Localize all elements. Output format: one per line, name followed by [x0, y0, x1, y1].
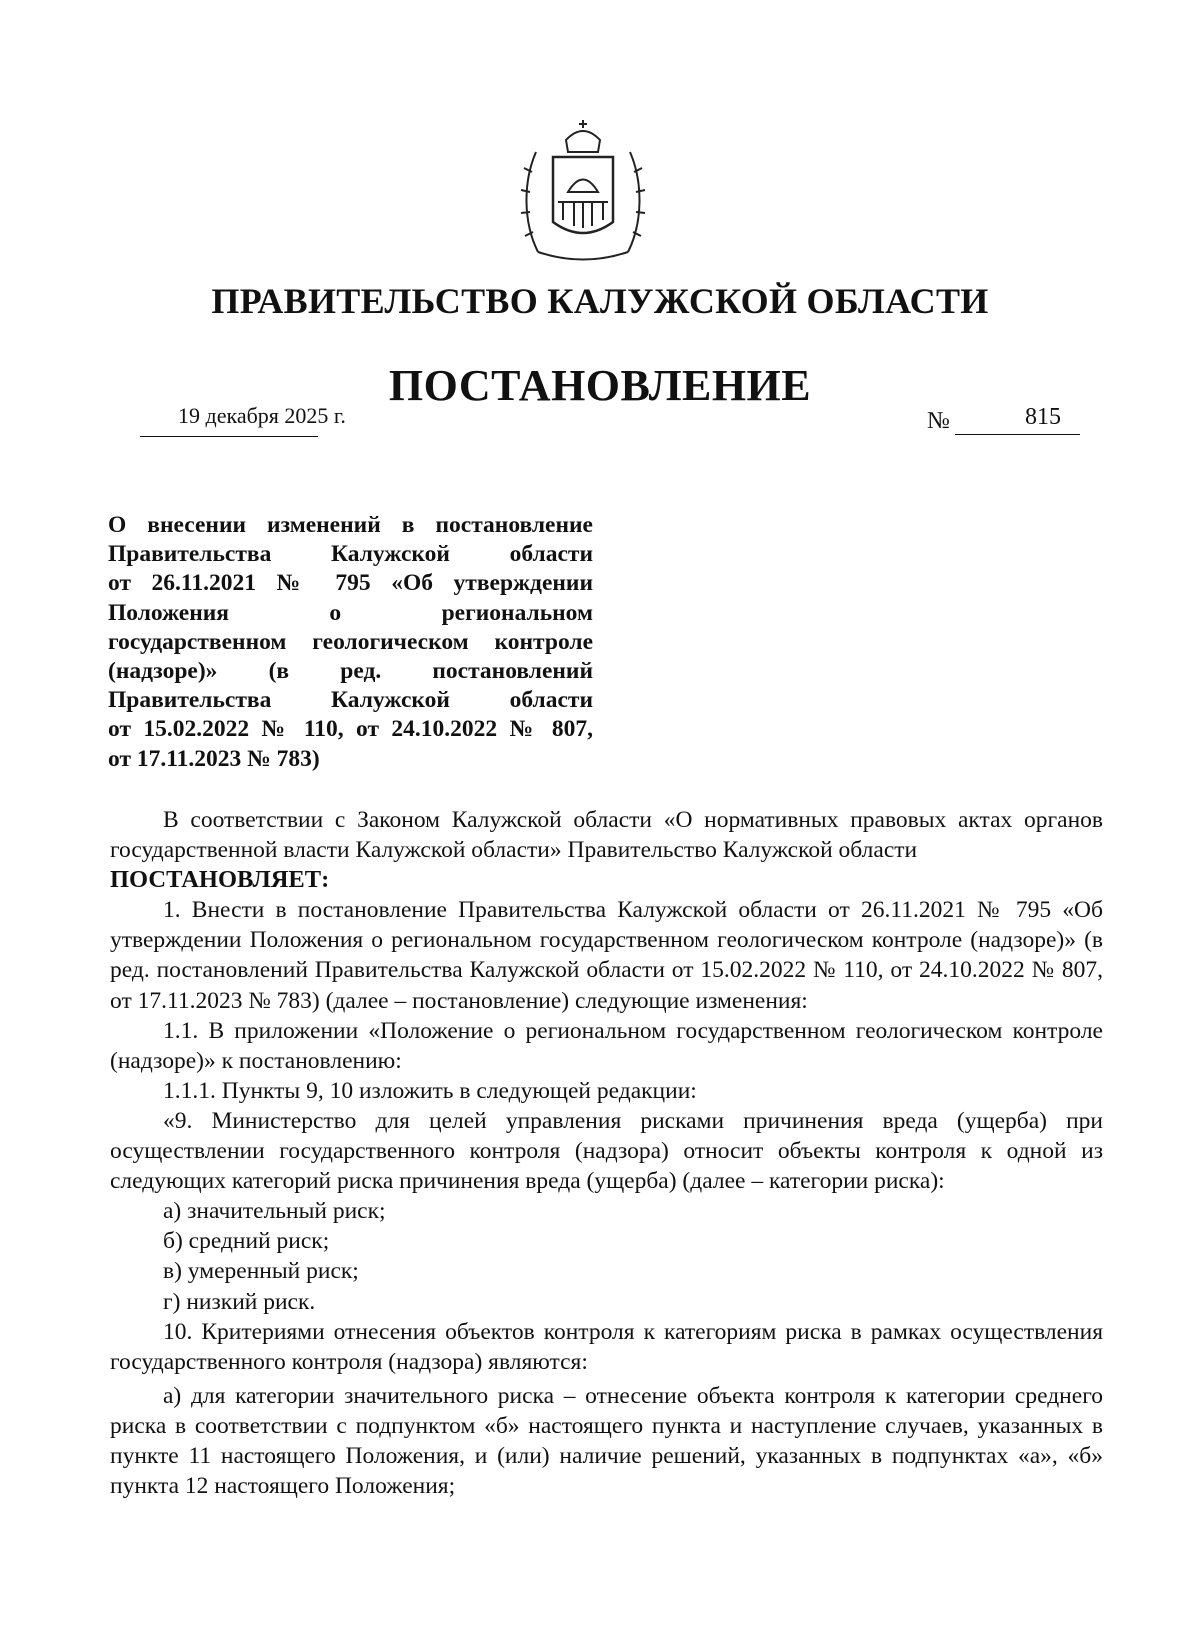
number-underline	[955, 434, 1080, 435]
risk-item: а) значительный риск;	[163, 1198, 386, 1225]
risk-item: б) средний риск;	[163, 1228, 330, 1255]
paragraph-1-1: 1.1. В приложении «Положение о региональном государственном геологическом контроле (надзоре)» к постановлению:	[110, 1017, 1103, 1074]
number-label: №	[927, 408, 950, 434]
subject-line: от 26.11.2021 № 795 «Об утверждении	[108, 570, 593, 597]
subject-line: от 15.02.2022 № 110, от 24.10.2022 № 807,	[108, 716, 593, 743]
paragraph-10: 10. Критериями отнесения объектов контроля к категориям риска в рамках осуществления государственного контроля (надзора) являются:	[110, 1318, 1103, 1375]
paragraph-9: «9. Министерство для целей управления рисками причинения вреда (ущерба) при осуществлении государственного контроля (надзора) относит объекты контроля к одной из следующих категорий риска причинения вреда (ущерба) (далее – категории риска):	[110, 1107, 1103, 1195]
document-body	[110, 805, 1103, 1501]
preamble-paragraph: В соответствии с Законом Калужской области «О нормативных правовых актах органов государственной власти Калужской области» Правительство Калужской области	[110, 807, 1103, 864]
date-underline	[140, 436, 318, 437]
subject-line: Положения о региональном	[108, 599, 593, 626]
subject-line: О внесении изменений в постановление	[108, 512, 593, 538]
paragraph-1: 1. Внести в постановление Правительства Калужской области от 26.11.2021 № 795 «Об утверждении Положения о региональном государственном геологическом контроле (надзоре)» (в ред. постановлений Правительства Калужской области от 15.02.2022 № 110, от 24.10.2022 № 807, от 17.11.2023 № 783) (далее – постановление) следующие изменения:	[110, 897, 1103, 1014]
subject-line: Правительства Калужской области	[108, 541, 593, 568]
risk-item: г) низкий риск.	[163, 1288, 316, 1315]
subject-line: от 17.11.2023 № 783)	[108, 745, 320, 772]
resolve-heading: ПОСТАНОВЛЯЕТ:	[110, 866, 330, 894]
subject-line: (надзоре)» (в ред. постановлений	[108, 658, 593, 685]
coat-of-arms-icon	[518, 112, 648, 262]
risk-item: в) умеренный риск;	[163, 1258, 359, 1285]
organization-title: ПРАВИТЕЛЬСТВО КАЛУЖСКОЙ ОБЛАСТИ	[211, 281, 989, 321]
document-type-title: ПОСТАНОВЛЕНИЕ	[388, 361, 812, 410]
document-number: 815	[1025, 404, 1061, 430]
paragraph-10-a: а) для категории значительного риска – отнесение объекта контроля к категории среднего риска в соответствии с подпунктом «б» настоящего пункта и наступление случаев, указанных в пункте 11 настоящего Положения, и (или) наличие решений, указанных в подпунктах «а», «б» пункта 12 настоящего Положения;	[110, 1382, 1103, 1500]
document-date: 19 декабря 2025 г.	[178, 403, 346, 428]
document-subject	[108, 511, 593, 774]
subject-line: Правительства Калужской области	[108, 687, 593, 714]
paragraph-1-1-1: 1.1.1. Пункты 9, 10 изложить в следующей редакции:	[163, 1077, 697, 1104]
subject-line: государственном геологическом контроле	[108, 628, 593, 655]
